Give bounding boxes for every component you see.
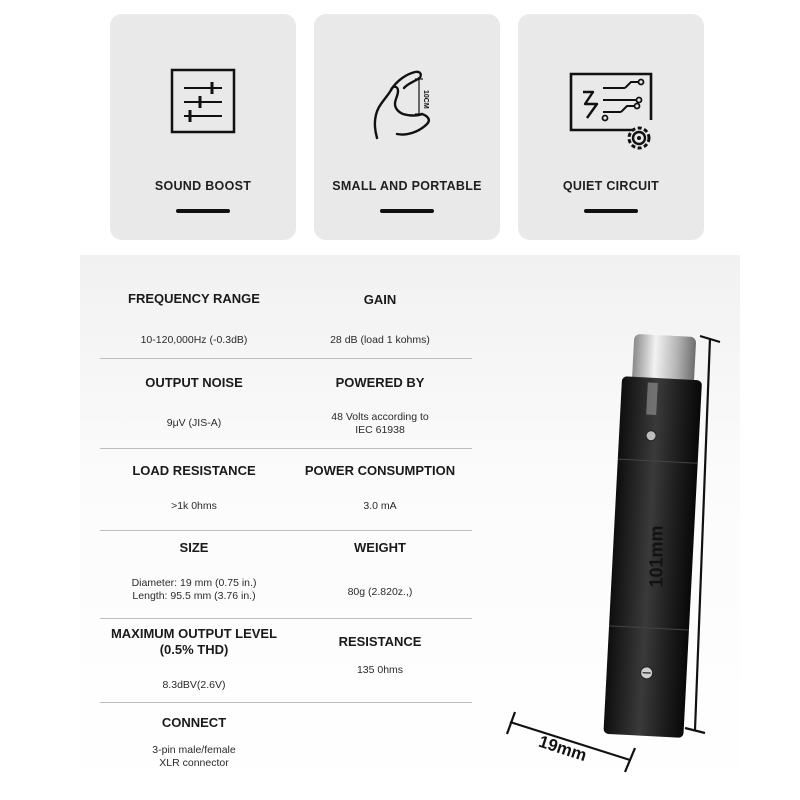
spec-title: FREQUENCY RANGE: [128, 291, 260, 306]
spec-value-line: IEC 61938: [355, 424, 405, 436]
spec-cell-size: [100, 530, 288, 618]
feature-card-sound-boost: [110, 14, 296, 240]
spec-row: [100, 448, 472, 531]
spec-cell-weight: [288, 530, 472, 618]
spec-title: SIZE: [179, 540, 209, 555]
spec-value-line: Diameter: 19 mm (0.75 in.): [131, 577, 257, 589]
spec-value: 3.0 mA: [363, 500, 397, 512]
spec-title: POWER CONSUMPTION: [304, 463, 456, 478]
spec-value-line: 48 Volts according to: [331, 411, 429, 423]
hand-pinch-size-icon: [367, 68, 447, 151]
circuit-gear-icon: [565, 70, 657, 159]
spec-title: RESISTANCE: [338, 634, 422, 649]
spec-title: POWERED BY: [335, 375, 425, 390]
spec-cell-frequency-range: [100, 280, 288, 358]
spec-title: WEIGHT: [354, 540, 406, 555]
spec-value: 135 0hms: [356, 664, 404, 676]
spec-cell-maximum-output-level: [100, 618, 288, 702]
spec-cell-connect: [100, 702, 288, 782]
product-image: [505, 320, 735, 780]
spec-cell-load-resistance: [100, 448, 288, 530]
length-dimension-label: 101mm: [646, 525, 667, 588]
spec-value: 10-120,000Hz (-0.3dB): [140, 334, 248, 346]
feature-card-small-portable: [314, 14, 500, 240]
feature-label: SMALL AND PORTABLE: [332, 179, 482, 193]
spec-cell-resistance: [288, 618, 472, 702]
size-annotation-text: 10CM: [422, 90, 429, 109]
spec-row: [100, 280, 472, 359]
spec-row: [100, 702, 472, 782]
feature-underline: [380, 209, 434, 213]
feature-label: SOUND BOOST: [154, 179, 252, 193]
spec-title: GAIN: [363, 292, 397, 307]
spec-cell-gain: [288, 280, 472, 358]
feature-underline: [176, 209, 230, 213]
spec-title-line: (0.5% THD): [159, 642, 229, 657]
spec-title: OUTPUT NOISE: [145, 375, 243, 390]
spec-value: >1k 0hms: [171, 500, 217, 512]
spec-title: CONNECT: [161, 715, 227, 730]
spec-cell-output-noise: [100, 358, 288, 448]
feature-card-quiet-circuit: [518, 14, 704, 240]
spec-title: LOAD RESISTANCE: [132, 463, 256, 478]
spec-cell-power-consumption: [288, 448, 472, 530]
spec-cell-powered-by: [288, 358, 472, 448]
spec-value: 28 dB (load 1 kohms): [330, 334, 430, 346]
spec-value: 9μV (JIS-A): [166, 417, 222, 429]
spec-row: [100, 618, 472, 703]
spec-value-line: Length: 95.5 mm (3.76 in.): [132, 590, 256, 602]
spec-value-line: 3-pin male/female: [152, 744, 236, 756]
diameter-dimension-label: 19mm: [536, 731, 590, 766]
feature-label: QUIET CIRCUIT: [562, 179, 660, 193]
spec-row: [100, 530, 472, 619]
spec-row: [100, 358, 472, 449]
equalizer-sliders-icon: [170, 68, 236, 139]
spec-title-line: MAXIMUM OUTPUT LEVEL: [110, 626, 278, 641]
spec-value: 8.3dBV(2.6V): [162, 679, 226, 691]
spec-value: 80g (2.820z.,): [347, 586, 413, 598]
spec-value-line: XLR connector: [159, 757, 229, 769]
feature-underline: [584, 209, 638, 213]
